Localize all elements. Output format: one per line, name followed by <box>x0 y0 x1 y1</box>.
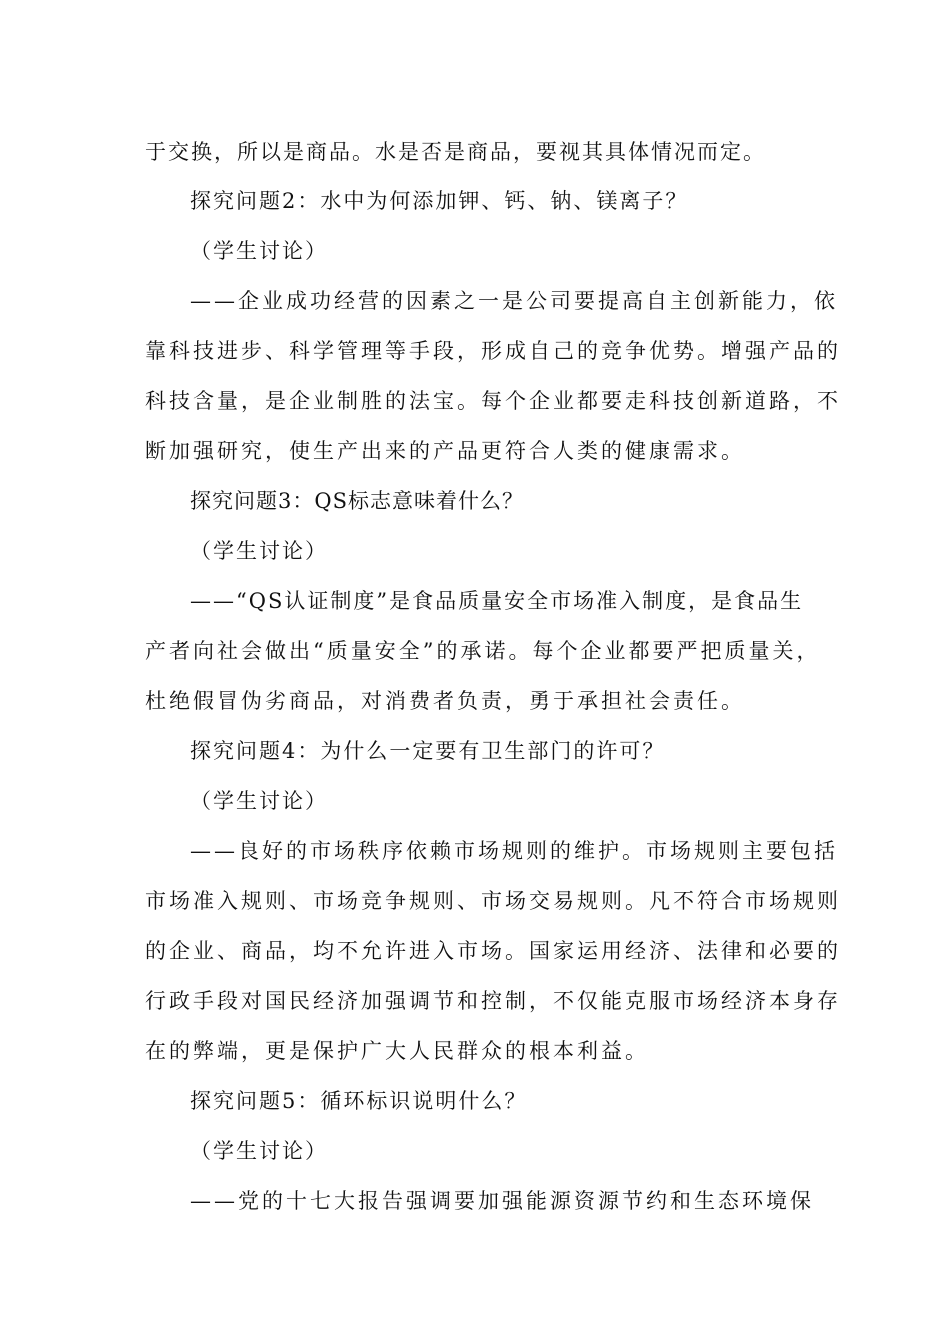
paragraph-line: 的企业、商品，均不允许进入市场。国家运用经济、法律和必要的 <box>145 939 841 963</box>
paragraph-line: 杜绝假冒伪劣商品，对消费者负责，勇于承担社会责任。 <box>145 689 745 713</box>
paragraph-line: 于交换，所以是商品。水是否是商品，要视其具体情况而定。 <box>145 140 766 164</box>
discussion-note: （学生讨论） <box>190 1139 328 1163</box>
paragraph-line: ——良好的市场秩序依赖市场规则的维护。市场规则主要包括 <box>190 839 838 863</box>
discussion-note: （学生讨论） <box>190 789 328 813</box>
discussion-note: （学生讨论） <box>190 239 328 263</box>
paragraph-line: 科技含量，是企业制胜的法宝。每个企业都要走科技创新道路，不 <box>145 389 841 413</box>
question-heading: 探究问题2：水中为何添加钾、钙、钠、镁离子？ <box>190 189 689 213</box>
question-heading: 探究问题3：QS标志意味着什么？ <box>190 489 524 513</box>
paragraph-line: ——企业成功经营的因素之一是公司要提高自主创新能力，依 <box>190 289 838 313</box>
paragraph-line: 市场准入规则、市场竞争规则、市场交易规则。凡不符合市场规则 <box>145 889 841 913</box>
paragraph-line: 产者向社会做出“质量安全”的承诺。每个企业都要严把质量关， <box>145 639 821 663</box>
discussion-note: （学生讨论） <box>190 539 328 563</box>
paragraph-line: ——党的十七大报告强调要加强能源资源节约和生态环境保 <box>190 1189 814 1213</box>
paragraph-line: ——“QS认证制度”是食品质量安全市场准入制度，是食品生 <box>190 589 804 613</box>
question-heading: 探究问题5：循环标识说明什么？ <box>190 1089 528 1113</box>
paragraph-line: 断加强研究，使生产出来的产品更符合人类的健康需求。 <box>145 439 745 463</box>
question-heading: 探究问题4：为什么一定要有卫生部门的许可？ <box>190 739 666 763</box>
paragraph-line: 行政手段对国民经济加强调节和控制，不仅能克服市场经济本身存 <box>145 989 841 1013</box>
paragraph-line: 靠科技进步、科学管理等手段，形成自己的竞争优势。增强产品的 <box>145 339 841 363</box>
paragraph-line: 在的弊端，更是保护广大人民群众的根本利益。 <box>145 1039 649 1063</box>
